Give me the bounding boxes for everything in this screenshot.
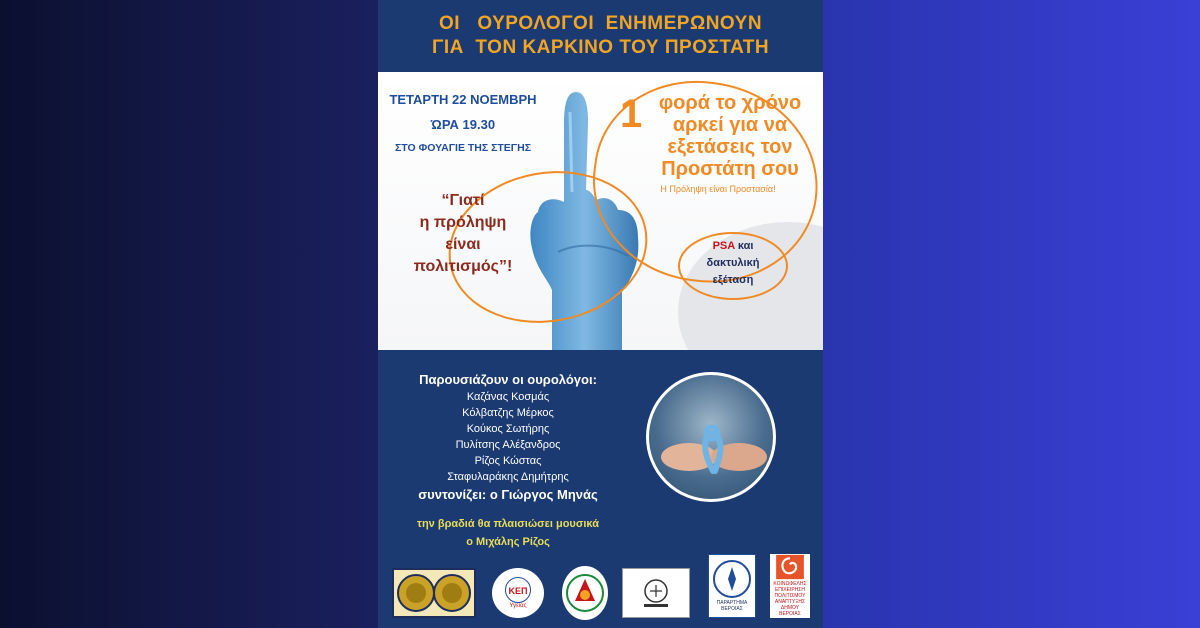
music-line-1: την βραδιά θα πλαισιώσει μουσικά: [417, 518, 599, 530]
quote-line-4: πολιτισμός”!: [413, 258, 513, 275]
poster-header: [378, 0, 823, 72]
event-date: ΤΕΤΑΡΤΗ 22 ΝΟΕΜΒΡΗ: [389, 92, 537, 107]
kep-health-logo: [492, 568, 544, 618]
event-time: ΏΡΑ 19.30: [430, 117, 496, 132]
event-venue: ΣΤΟ ΦΟΥΑΓΙΕ ΤΗΣ ΣΤΕΓΗΣ: [394, 142, 531, 154]
presenter-name: Κόλβατζης Μέρκος: [462, 407, 554, 419]
hero-section: [378, 72, 823, 350]
music-note: [378, 515, 638, 551]
header-line-1: ΟΙ ΟΥΡΟΛΟΓΟΙ ΕΝΗΜΕΡΩΝΟΥΝ: [438, 13, 763, 34]
psa-and: και: [734, 240, 754, 252]
municipal-enterprise-logo: [770, 554, 810, 618]
presenters-title: Παρουσιάζουν οι ουρολόγοι:: [419, 372, 597, 387]
quote-line-3: είναι: [445, 236, 481, 253]
quote-line-1: “Γιατί: [441, 192, 485, 209]
psa-label: PSA: [712, 240, 735, 252]
coordinator: συντονίζει: ο Γιώργος Μηνάς: [418, 487, 598, 502]
branch-logo: [708, 554, 756, 618]
quote-line-2: η πρόληψη: [419, 214, 507, 231]
sponsor-logos: [378, 552, 823, 622]
event-details: [388, 92, 538, 154]
prevention-quote: [388, 190, 538, 278]
frequency-number: 1: [620, 92, 643, 136]
psa-line-3: εξέταση: [712, 274, 754, 286]
frequency-line-2: αρκεί για να: [672, 114, 788, 136]
kep-label: ΚΕΠ: [505, 577, 531, 603]
ribbon-hands-photo: [646, 372, 776, 502]
music-line-2: ο Μιχάλης Ρίζος: [466, 536, 550, 548]
prevention-slogan: Η Πρόληψη είναι Προστασία!: [660, 184, 776, 194]
branch-caption: ΠΑΡΑΡΤΗΜΑ ΒΕΡΟΙΑΣ: [716, 600, 748, 612]
medical-society-logo: [562, 566, 608, 620]
medical-association-logo: [392, 568, 476, 618]
frequency-line-4: Προστάτη σου: [661, 158, 799, 180]
presenter-name: Καζάνας Κοσμάς: [466, 391, 550, 403]
presenter-name: Κούκος Σωτήρης: [466, 423, 550, 435]
presenter-name: Πυλίτσης Αλέξανδρος: [455, 439, 561, 451]
header-line-2: ΓΙΑ ΤΟΝ ΚΑΡΚΙΝΟ ΤΟΥ ΠΡΟΣΤΑΤΗ: [431, 37, 770, 58]
psa-line-2: δακτυλική: [706, 257, 760, 269]
kep-sub-label: Υγείας: [509, 603, 527, 609]
presenter-name: Σταφυλαράκης Δημήτρης: [447, 471, 569, 483]
psa-exam-note: [678, 238, 788, 289]
presenters-block: [378, 372, 638, 502]
municipal-enterprise-caption: ΚΟΙΝΩΦΕΛΗΣ ΕΠΙΧΕΙΡΗΣΗ ΠΟΛΙΤΙΣΜΟΥ ΑΝΑΠΤΥΞΗΣ ΔΗΜΟΥ ΒΕΡΟΙΑΣ: [773, 581, 807, 617]
frequency-text: [640, 92, 820, 180]
frequency-line-1: φορά το χρόνο: [658, 92, 802, 114]
event-poster: [378, 0, 823, 628]
cultural-organization-logo: [622, 568, 690, 618]
frequency-line-3: εξετάσεις τον: [667, 136, 793, 158]
presenter-name: Ρίζος Κώστας: [474, 455, 542, 467]
